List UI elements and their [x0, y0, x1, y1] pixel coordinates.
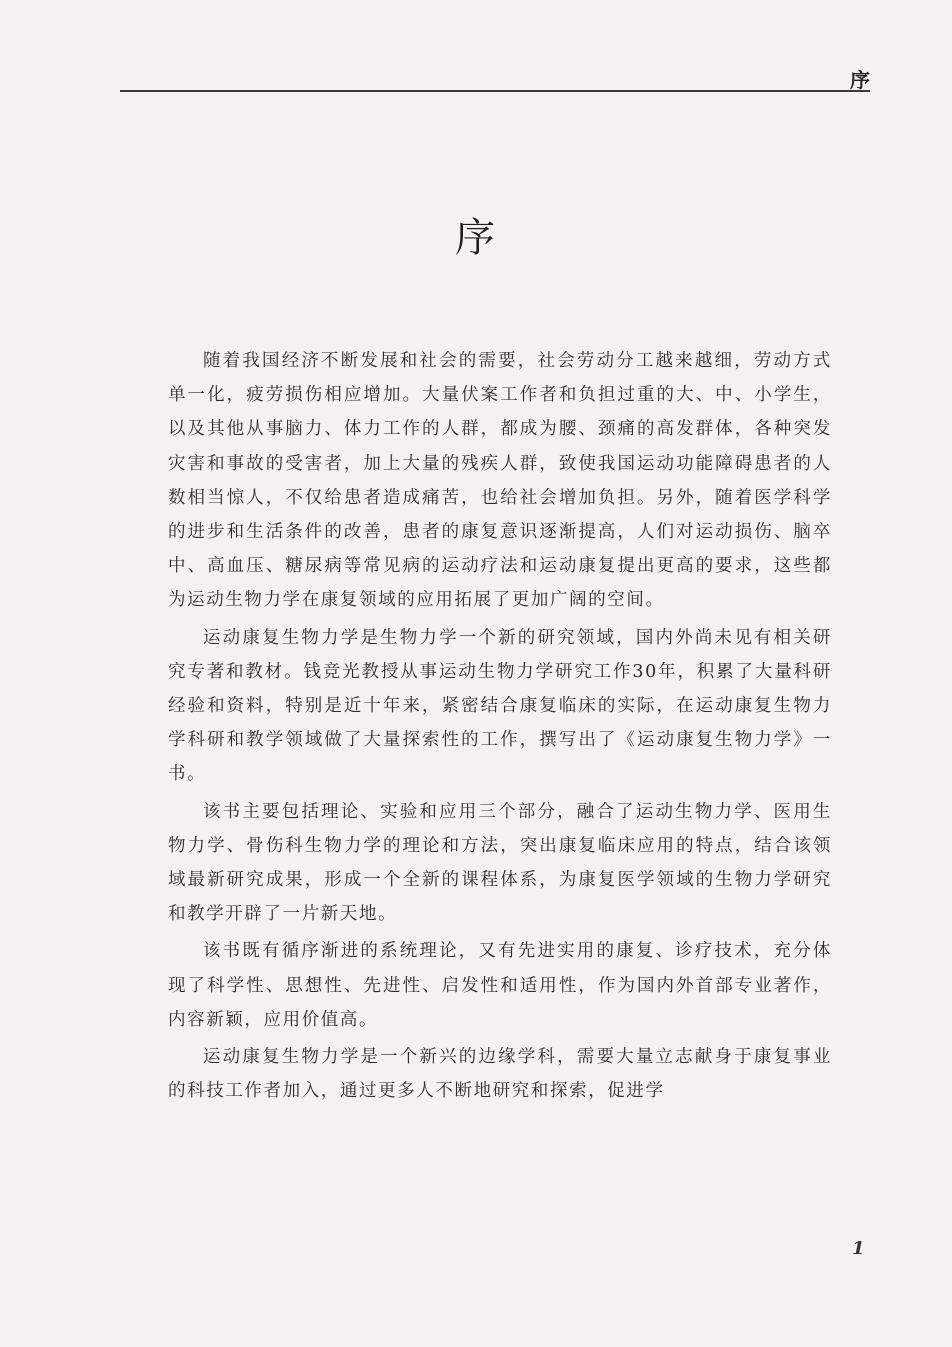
paragraph: 运动康复生物力学是一个新兴的边缘学科，需要大量立志献身于康复事业的科技工作者加入，通过更多人不断地研究和探索，促进学 [168, 1047, 832, 1102]
header-section-label: 序 [850, 68, 870, 92]
header-rule [120, 90, 870, 92]
page-number: 1 [852, 1238, 865, 1259]
paragraph: 该书既有循序渐进的系统理论，又有先进实用的康复、诊疗技术，充分体现了科学性、思想性、先进性、启发性和适用性，作为国内外首部专业著作，内容新颖，应用价值高。 [168, 941, 832, 1030]
running-header [120, 62, 870, 92]
page-title: 序 [455, 215, 497, 261]
paragraph: 随着我国经济不断发展和社会的需要，社会劳动分工越来越细，劳动方式单一化，疲劳损伤相应增加。大量伏案工作者和负担过重的大、中、小学生，以及其他从事脑力、体力工作的人群，都成为腰、颈痛的高发群体，各种突发灾害和事故的受害者，加上大量的残疾人群，致使我国运动功能障碍患者的人数相当惊人，不仅给患者造成痛苦，也给社会增加负担。另外，随着医学科学的进步和生活条件的改善，患者的康复意识逐渐提高，人们对运动损伤、脑卒中、高血压、糖尿病等常见病的运动疗法和运动康复提出更高的要求，这些都为运动生物力学在康复领域的应用拓展了更加广阔的空间。 [168, 351, 832, 611]
paragraph: 该书主要包括理论、实验和应用三个部分，融合了运动生物力学、医用生物力学、骨伤科生物力学的理论和方法，突出康复临床应用的特点，结合该领域最新研究成果，形成一个全新的课程体系，为康复医学领域的生物力学研究和教学开辟了一片新天地。 [168, 801, 832, 925]
paragraph: 运动康复生物力学是生物力学一个新的研究领域，国内外尚未见有相关研究专著和教材。钱竞光教授从事运动生物力学研究工作30年，积累了大量科研经验和资料，特别是近十年来，紧密结合康复临床的实际，在运动康复生物力学科研和教学领域做了大量探索性的工作，撰写出了《运动康复生物力学》一书。 [168, 627, 832, 785]
body-text [168, 344, 832, 1108]
